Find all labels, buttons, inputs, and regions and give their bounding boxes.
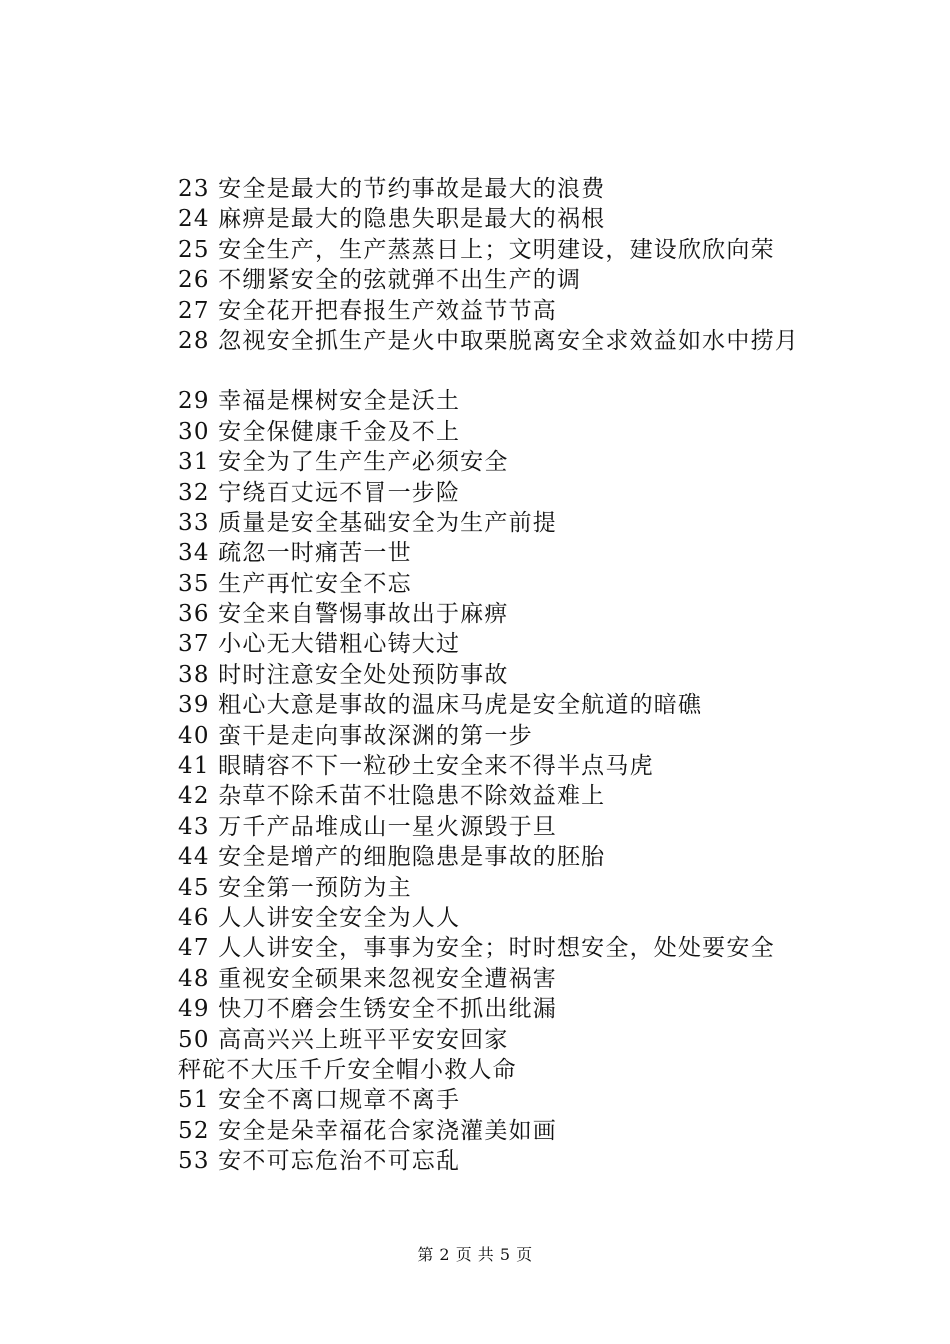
slogan-line: 53 安不可忘危治不可忘乱 [178, 1148, 461, 1175]
slogan-line: 38 时时注意安全处处预防事故 [178, 661, 509, 688]
slogan-line: 51 安全不离口规章不离手 [178, 1087, 461, 1114]
slogan-line: 42 杂草不除禾苗不壮隐患不除效益难上 [178, 783, 606, 810]
slogan-line: 46 人人讲安全安全为人人 [178, 904, 461, 931]
slogan-line: 37 小心无大错粗心铸大过 [178, 631, 461, 658]
slogan-line: 24 麻痹是最大的隐患失职是最大的祸根 [178, 206, 606, 233]
slogan-line: 27 安全花开把春报生产效益节节高 [178, 297, 557, 324]
slogan-list [178, 174, 898, 1177]
slogan-line: 50 高高兴兴上班平平安安回家 [178, 1026, 509, 1053]
slogan-line: 33 质量是安全基础安全为生产前提 [178, 509, 557, 536]
slogan-line: 48 重视安全硕果来忽视安全遭祸害 [178, 965, 557, 992]
slogan-line: 43 万千产品堆成山一星火源毁于旦 [178, 813, 557, 840]
slogan-line: 34 疏忽一时痛苦一世 [178, 540, 412, 567]
slogan-line: 44 安全是增产的细胞隐患是事故的胚胎 [178, 844, 606, 871]
slogan-line: 41 眼睛容不下一粒砂土安全来不得半点马虎 [178, 753, 654, 780]
slogan-line: 47 人人讲安全，事事为安全；时时想安全，处处要安全 [178, 935, 775, 962]
slogan-line: 29 幸福是棵树安全是沃土 [178, 388, 461, 415]
slogan-line: 52 安全是朵幸福花合家浇灌美如画 [178, 1117, 557, 1144]
slogan-line: 23 安全是最大的节约事故是最大的浪费 [178, 176, 606, 202]
slogan-line: 36 安全来自警惕事故出于麻痹 [178, 601, 509, 628]
slogan-line: 26 不绷紧安全的弦就弹不出生产的调 [178, 267, 582, 294]
slogan-line: 49 快刀不磨会生锈安全不抓出纰漏 [178, 996, 557, 1023]
slogan-line: 25 安全生产，生产蒸蒸日上；文明建设，建设欣欣向荣 [178, 236, 775, 263]
slogan-line: 秤砣不大压千斤安全帽小救人命 [178, 1056, 517, 1083]
page-number-label: 第 2 页 共 5 页 [417, 1245, 533, 1264]
slogan-line: 28 忽视安全抓生产是火中取栗脱离安全求效益如水中捞月 [178, 327, 799, 354]
slogan-line: 35 生产再忙安全不忘 [178, 570, 412, 597]
page-footer [0, 1243, 950, 1267]
slogan-line: 31 安全为了生产生产必须安全 [178, 449, 509, 476]
slogan-line: 39 粗心大意是事故的温床马虎是安全航道的暗礁 [178, 692, 703, 719]
slogan-line: 32 宁绕百丈远不冒一步险 [178, 479, 461, 506]
slogan-line: 45 安全第一预防为主 [178, 874, 412, 901]
slogan-line: 40 蛮干是走向事故深渊的第一步 [178, 722, 533, 749]
slogan-line: 30 安全保健康千金及不上 [178, 418, 461, 445]
